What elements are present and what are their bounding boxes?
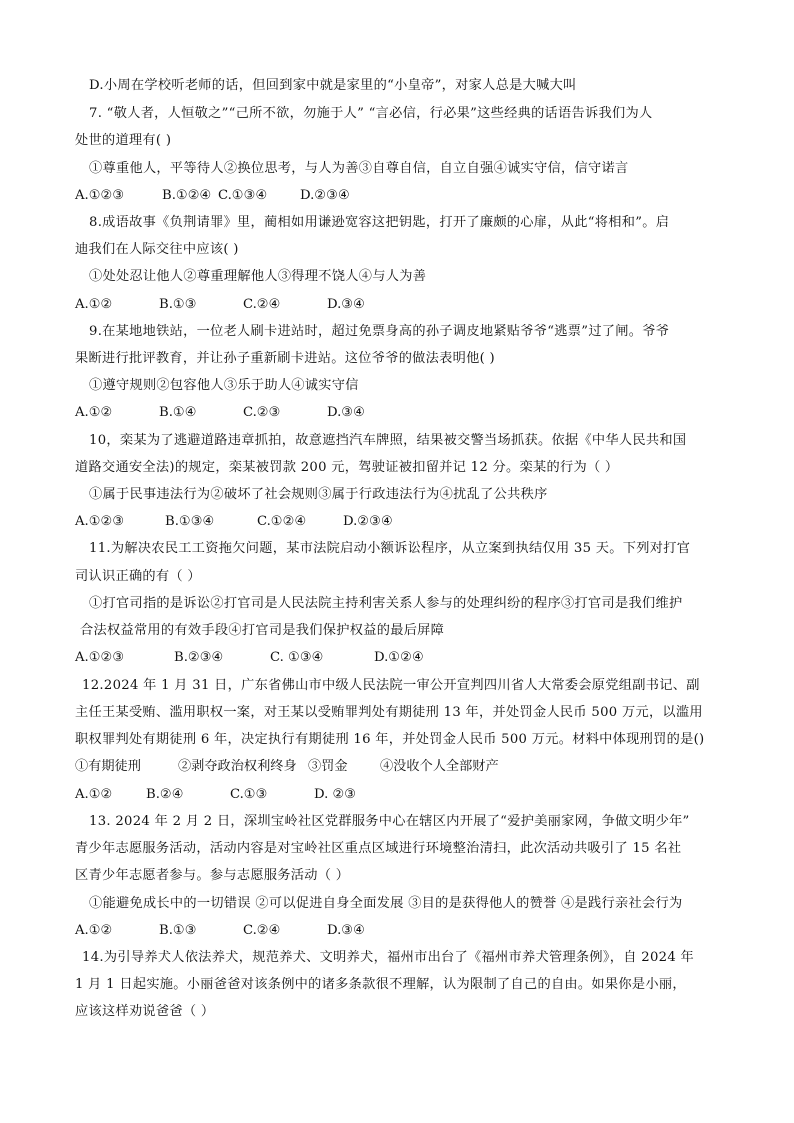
q8-stem-line-2: 迪我们在人际交往中应该( ) xyxy=(75,242,239,257)
q13-options xyxy=(75,922,365,940)
q11-items-line-2: 合法权益常用的有效手段④打官司是我们保护权益的最后屏障 xyxy=(80,623,445,638)
q7-stem-line-1: 7. “敬人者，人恒敬之”“己所不欲，勿施于人” “言必信，行必果”这些经典的话语告诉我们为人 xyxy=(89,106,653,121)
q13-option-a: A.①② xyxy=(75,923,113,938)
q14-stem-line-1: 14.为引导养犬人依法养犬，规范养犬、文明养犬，福州市出台了《福州市养犬管理条例》，自 2024 年 xyxy=(82,950,695,965)
q8-option-c: C.②④ xyxy=(243,297,281,312)
q11-options xyxy=(75,649,424,667)
q12-options xyxy=(75,786,356,804)
q7-option-b: B.①②④ xyxy=(162,188,212,203)
q13-option-d: D.③④ xyxy=(327,923,365,938)
q8-option-d: D.③④ xyxy=(327,297,365,312)
q6-option-d: D.小周在学校听老师的话，但回到家中就是家里的“小皇帝”，对家人总是大喊大叫 xyxy=(89,78,577,93)
q12-item-1: ①有期徒刑 xyxy=(75,759,141,774)
q12-stem-line-3: 职权罪判处有期徒刑 6 年，决定执行有期徒刑 16 年，并处罚金人民币 500 万元。材料中体现刑罚的是() xyxy=(75,732,705,747)
q9-options xyxy=(75,404,365,422)
q12-option-c: C.①③ xyxy=(230,787,268,802)
q9-option-b: B.①④ xyxy=(159,405,197,420)
q14-stem-line-2: 1 月 1 日起实施。小丽爸爸对该条例中的诸多条款很不理解，认为限制了自己的自由。如果你是小丽， xyxy=(75,977,686,992)
q9-stem-line-1: 9.在某地地铁站，一位老人刷卡进站时，超过免票身高的孙子调皮地紧贴爷爷“逃票”过了闸。爷爷 xyxy=(89,324,670,339)
q9-items: ①遵守规则②包容他人③乐于助人④诚实守信 xyxy=(89,378,359,393)
q13-option-b: B.①③ xyxy=(159,923,197,938)
q8-items: ①处处忍让他人②尊重理解他人③得理不饶人④与人为善 xyxy=(89,269,427,284)
q7-option-c: C.①③④ xyxy=(218,188,268,203)
q9-stem-line-2: 果断进行批评教育，并让孙子重新刷卡进站。这位爷爷的做法表明他( ) xyxy=(75,351,496,366)
q11-items-line-1: ①打官司指的是诉讼②打官司是人民法院主持利害关系人参与的处理纠纷的程序③打官司是我们维护 xyxy=(89,596,683,611)
q13-option-c: C.②④ xyxy=(243,923,281,938)
q10-items: ①属于民事违法行为②破坏了社会规则③属于行政违法行为④扰乱了公共秩序 xyxy=(89,487,548,502)
q13-stem-line-2: 青少年志愿服务活动，活动内容是对宝岭社区重点区域进行环境整治清扫，此次活动共吸引了 15 名社 xyxy=(75,841,682,856)
q9-option-c: C.②③ xyxy=(243,405,281,420)
q7-options xyxy=(75,187,350,205)
q14-stem-line-3: 应该这样劝说爸爸（ ） xyxy=(75,1004,215,1019)
q12-item-2: ②剥夺政治权利终身 xyxy=(178,759,297,774)
q12-option-b: B.②④ xyxy=(146,787,184,802)
q8-options xyxy=(75,296,365,314)
q12-items xyxy=(75,758,499,776)
q9-option-a: A.①② xyxy=(75,405,113,420)
q11-stem-line-2: 司认识正确的有（ ） xyxy=(75,569,201,584)
q11-option-d: D.①②④ xyxy=(374,650,424,665)
q9-option-d: D.③④ xyxy=(327,405,365,420)
q11-option-a: A.①②③ xyxy=(75,650,125,665)
q7-option-a: A.①②③ xyxy=(75,188,125,203)
q12-option-d: D. ②③ xyxy=(314,787,357,802)
q12-option-a: A.①② xyxy=(75,787,113,802)
q10-option-b: B.①③④ xyxy=(165,514,215,529)
q12-stem-line-1: 12.2024 年 1 月 31 日，广东省佛山市中级人民法院一审公开宣判四川省人大常委会原党组副书记、副 xyxy=(82,678,700,693)
q7-items: ①尊重他人，平等待人②换位思考，与人为善③自尊自信，自立自强④诚实守信，信守诺言 xyxy=(89,161,629,176)
q10-stem-line-1: 10，栾某为了逃避道路违章抓拍，故意遮挡汽车牌照，结果被交警当场抓获。依据《中华人民共和国 xyxy=(89,433,687,448)
q10-stem-line-2: 道路交通安全法)的规定，栾某被罚款 200 元，驾驶证被扣留并记 12 分。栾某的行为（ ） xyxy=(75,460,619,475)
q10-option-c: C.①②④ xyxy=(257,514,307,529)
q8-option-b: B.①③ xyxy=(159,297,197,312)
q12-stem-line-2: 主任王某受贿、滥用职权一案，对王某以受贿罪判处有期徒刑 13 年，并处罚金人民币 500 万元，以滥用 xyxy=(75,705,703,720)
q10-options xyxy=(75,513,393,531)
q12-item-4: ④没收个人全部财产 xyxy=(380,759,499,774)
q12-item-3: ③罚金 xyxy=(308,759,348,774)
q11-stem-line-1: 11.为解决农民工工资拖欠问题，某市法院启动小额诉讼程序，从立案到执结仅用 35 天。下列对打官 xyxy=(89,541,691,556)
q11-option-b: B.②③④ xyxy=(174,650,224,665)
q8-stem-line-1: 8.成语故事《负荆请罪》里，蔺相如用谦逊宽容这把钥匙，打开了廉颇的心扉，从此“将相和”。启 xyxy=(89,215,670,230)
q10-option-a: A.①②③ xyxy=(75,514,125,529)
q7-stem-line-2: 处世的道理有( ) xyxy=(75,133,172,148)
q13-items: ①能避免成长中的一切错误 ②可以促进自身全面发展 ③目的是获得他人的赞誉 ④是践行亲社会行为 xyxy=(89,896,683,911)
q7-option-d: D.②③④ xyxy=(300,188,350,203)
q10-option-d: D.②③④ xyxy=(343,514,393,529)
q8-option-a: A.①② xyxy=(75,297,113,312)
q13-stem-line-3: 区青少年志愿者参与。参与志愿服务活动（ ） xyxy=(75,868,350,883)
q11-option-c: C. ①③④ xyxy=(270,650,324,665)
q13-stem-line-1: 13. 2024 年 2 月 2 日，深圳宝岭社区党群服务中心在辖区内开展了“爱护美丽家网，争做文明少年” xyxy=(89,814,690,829)
